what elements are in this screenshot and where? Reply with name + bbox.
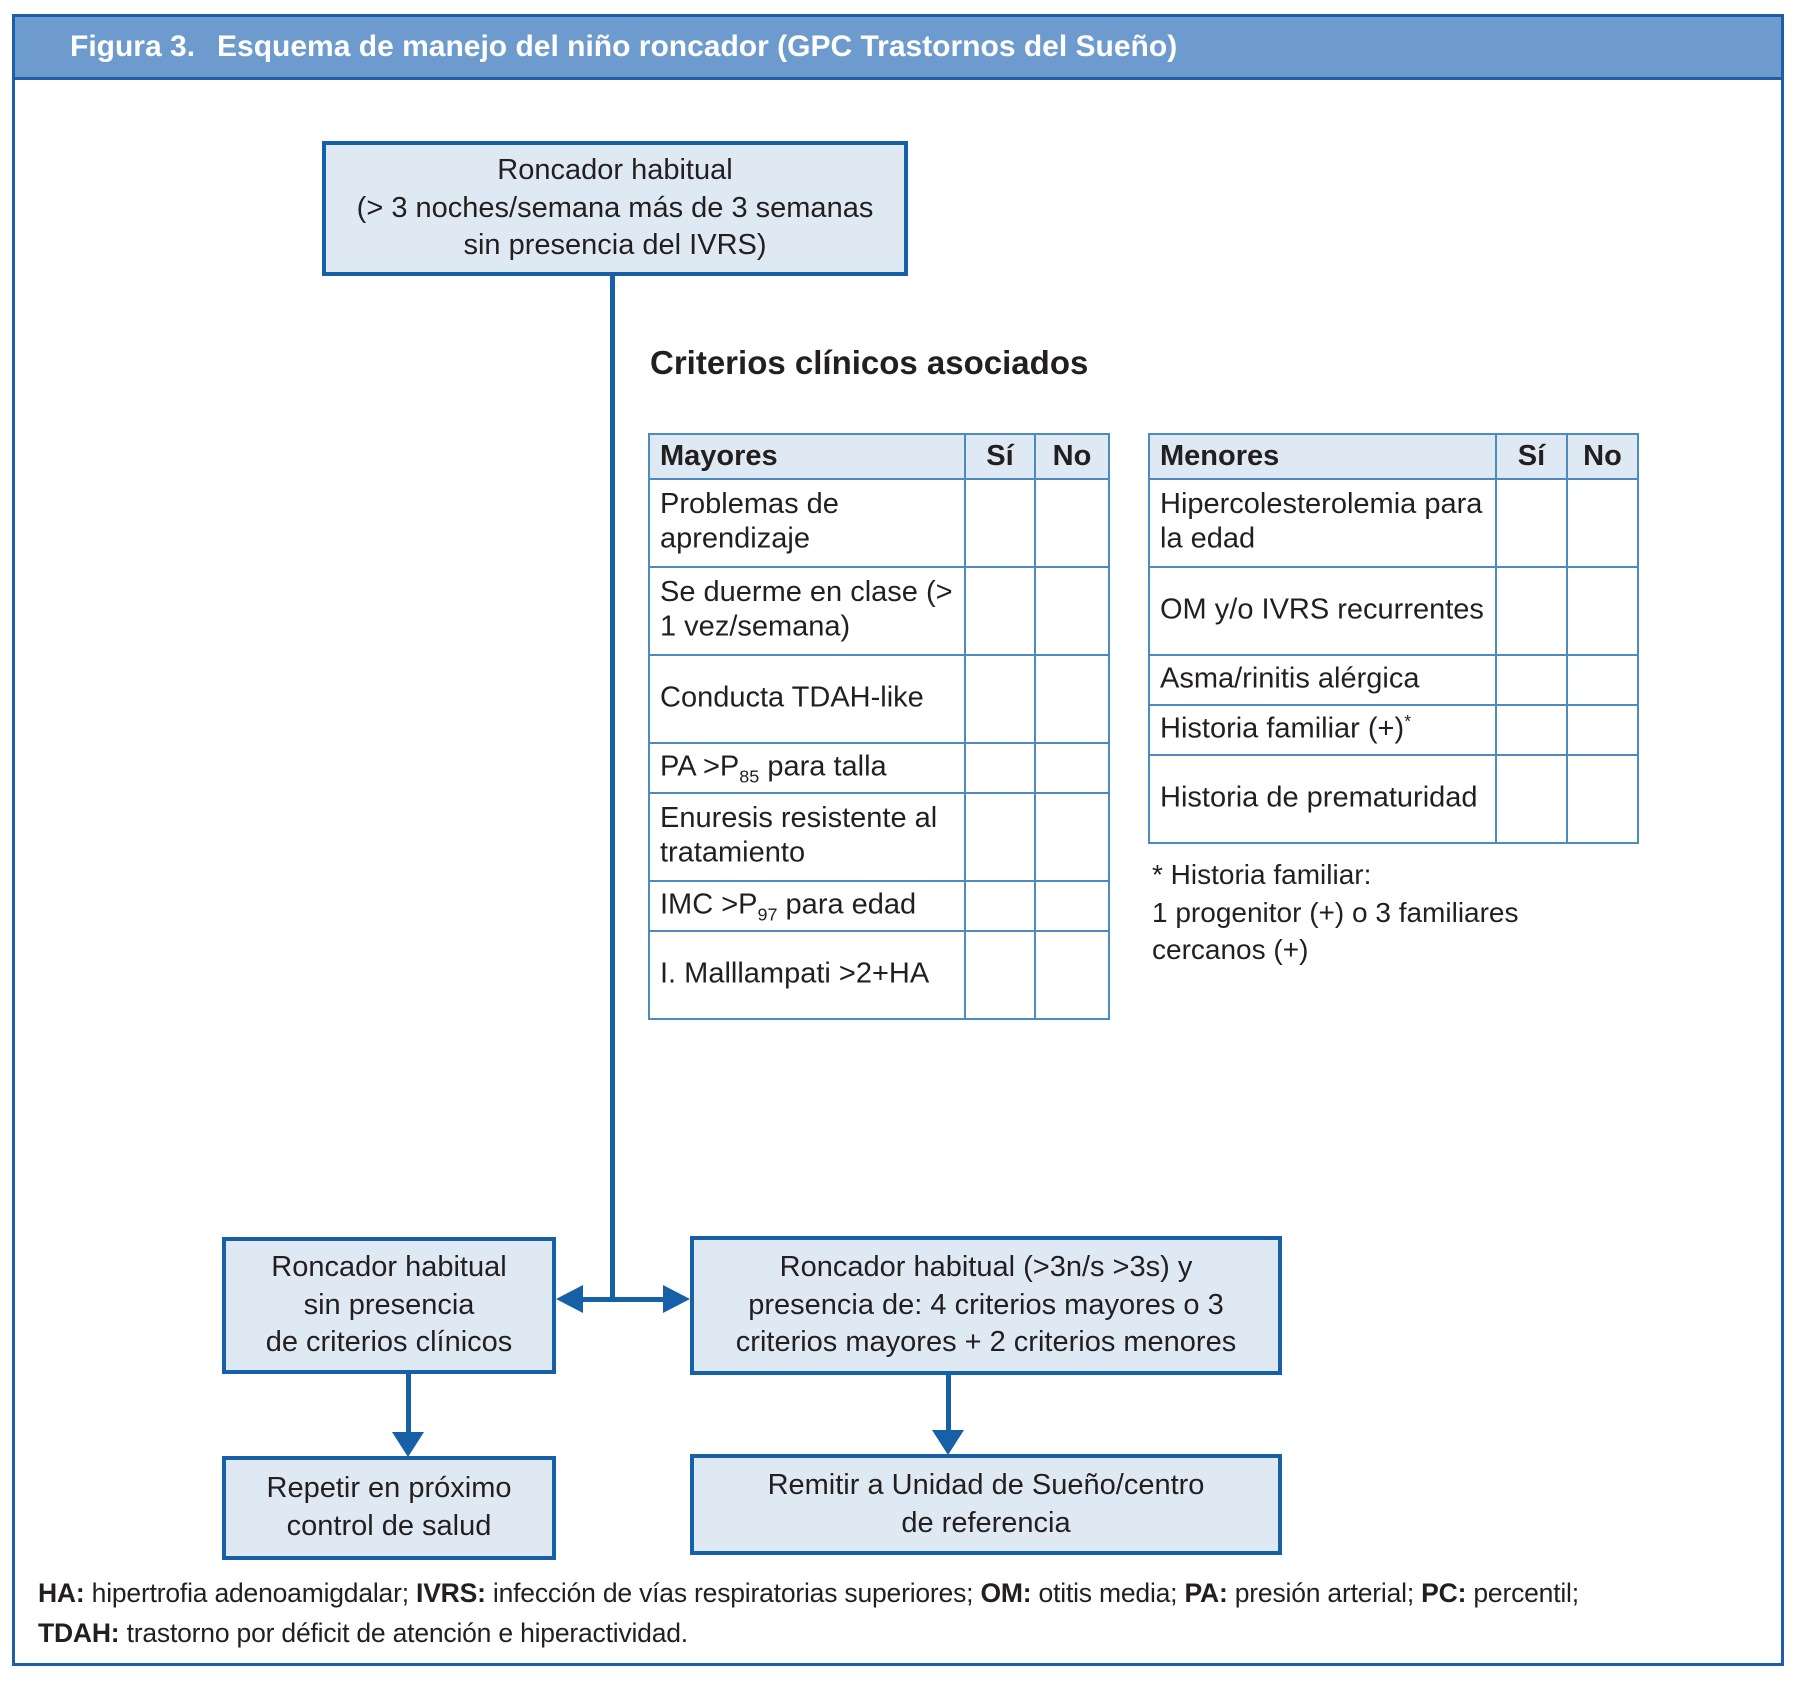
table-row (649, 567, 1109, 655)
criterion-text: Historia de prematuridad (1160, 781, 1478, 814)
criterion-subscript: 97 (757, 904, 778, 925)
no-cell (1035, 479, 1109, 567)
criterion-label (649, 931, 965, 1019)
top-box-line: (> 3 noches/semana más de 3 semanas (356, 191, 874, 224)
legend-term: PC: (1421, 1578, 1467, 1608)
criterion-text: IMC >P (660, 888, 758, 921)
arrow-left-icon (556, 1285, 583, 1313)
yes-cell (1496, 479, 1567, 567)
criterion-text: Hipercolesterolemia para la edad (1160, 487, 1483, 555)
arrow-down-icon (392, 1432, 424, 1457)
criterion-label (649, 743, 965, 793)
criterion-label (649, 655, 965, 743)
yes-cell (965, 931, 1035, 1019)
box-line: Repetir en próximo (266, 1472, 512, 1505)
yes-cell (965, 881, 1035, 931)
box-refer-sleep-unit (690, 1454, 1282, 1555)
box-line: Roncador habitual (271, 1250, 507, 1283)
table-row (649, 743, 1109, 793)
mayores-table (648, 433, 1110, 1020)
criterion-label (1149, 479, 1496, 567)
no-cell (1567, 705, 1638, 755)
box-repeat-health-control (222, 1456, 556, 1560)
legend-definition: infección de vías respiratorias superiores; (485, 1578, 981, 1608)
table-row (649, 479, 1109, 567)
criterion-superscript: * (1404, 710, 1412, 731)
no-cell (1035, 931, 1109, 1019)
box-line: control de salud (286, 1510, 492, 1542)
criterion-label (1149, 755, 1496, 843)
menores-column-header: Menores (1149, 434, 1496, 479)
legend-definition: otitis media; (1031, 1578, 1185, 1608)
no-column-header: No (1035, 434, 1109, 479)
table-row (649, 793, 1109, 881)
criterion-text: Conducta TDAH-like (660, 681, 924, 714)
criterion-text: OM y/o IVRS recurrentes (1160, 593, 1484, 626)
legend-definition: percentil; (1466, 1578, 1579, 1608)
table-row (1149, 567, 1638, 655)
legend-term: TDAH: (38, 1617, 120, 1648)
criterion-text: Asma/rinitis alérgica (1160, 662, 1420, 695)
yes-cell (1496, 655, 1567, 705)
left-down-connector-line (406, 1374, 411, 1434)
footnote-line: * Historia familiar: (1152, 859, 1372, 890)
top-box-roncador-habitual (322, 141, 908, 276)
criterion-label (1149, 705, 1496, 755)
criterion-label (649, 479, 965, 567)
criterion-text: Se duerme en clase (> 1 vez/semana) (660, 575, 953, 643)
no-cell (1567, 479, 1638, 567)
legend-definition: hipertrofia adenoamigdalar; (84, 1578, 417, 1608)
legend-term: HA: (38, 1578, 85, 1608)
legend-definition: presión arterial; (1227, 1578, 1422, 1608)
footnote-line: 1 progenitor (+) o 3 familiares (1152, 896, 1519, 928)
criterion-label (649, 881, 965, 931)
box-no-clinical-criteria (222, 1237, 556, 1374)
table-row (1149, 479, 1638, 567)
criterion-label (649, 567, 965, 655)
arrow-down-icon (932, 1430, 964, 1455)
menores-header-row (1149, 434, 1638, 479)
legend-line (38, 1614, 1770, 1654)
horizontal-connector-line (578, 1297, 668, 1302)
table-row (649, 655, 1109, 743)
no-column-header: No (1567, 434, 1638, 479)
box-line: de referencia (901, 1506, 1071, 1539)
box-with-clinical-criteria (690, 1236, 1282, 1375)
legend-term: IVRS: (416, 1578, 486, 1608)
yes-cell (965, 479, 1035, 567)
criterion-label (1149, 567, 1496, 655)
box-line: Roncador habitual (>3n/s >3s) y (779, 1250, 1193, 1283)
criterion-text: PA >P (660, 750, 740, 783)
top-box-line: Roncador habitual (497, 153, 733, 186)
table-row (1149, 705, 1638, 755)
no-cell (1567, 567, 1638, 655)
main-vertical-connector-line (610, 274, 615, 1300)
no-cell (1567, 755, 1638, 843)
criterion-subscript: 85 (739, 766, 760, 787)
box-line: Remitir a Unidad de Sueño/centro (767, 1468, 1205, 1501)
familiar-history-footnote (1152, 856, 1592, 969)
legend-term: PA: (1184, 1578, 1228, 1608)
legend-line (38, 1574, 1770, 1614)
figure-header (12, 14, 1784, 80)
no-cell (1035, 655, 1109, 743)
table-row (1149, 655, 1638, 705)
yes-column-header: Sí (965, 434, 1035, 479)
box-line: criterios mayores + 2 criterios menores (735, 1326, 1237, 1359)
criterion-text: Historia familiar (+) (1160, 712, 1405, 745)
menores-table (1148, 433, 1639, 844)
box-line: de criterios clínicos (265, 1326, 513, 1359)
yes-cell (965, 567, 1035, 655)
yes-cell (1496, 705, 1567, 755)
table-row (1149, 755, 1638, 843)
legend-term: OM: (980, 1578, 1032, 1608)
criterion-label (649, 793, 965, 881)
figure-title: Esquema de manejo del niño roncador (GPC Trastornos del Sueño) (217, 30, 1178, 63)
criterion-text: I. Malllampati >2+HA (660, 957, 930, 990)
no-cell (1035, 743, 1109, 793)
no-cell (1035, 793, 1109, 881)
criterion-text: Enuresis resistente al tratamiento (660, 801, 938, 869)
yes-cell (965, 793, 1035, 881)
figure-number: Figura 3. (70, 30, 196, 63)
top-box-line: sin presencia del IVRS) (463, 229, 767, 262)
no-cell (1567, 655, 1638, 705)
no-cell (1035, 567, 1109, 655)
criterion-text: para edad (777, 888, 917, 921)
abbreviations-legend (38, 1574, 1770, 1654)
yes-cell (965, 655, 1035, 743)
criteria-heading: Criterios clínicos asociados (650, 344, 1089, 381)
yes-cell (965, 743, 1035, 793)
arrow-right-icon (663, 1285, 690, 1313)
box-line: presencia de: 4 criterios mayores o 3 (748, 1288, 1224, 1321)
yes-cell (1496, 755, 1567, 843)
legend-definition: trastorno por déficit de atención e hiperactividad. (119, 1617, 688, 1648)
mayores-header-row (649, 434, 1109, 479)
right-down-connector-line (946, 1375, 951, 1432)
criterion-text: Problemas de aprendizaje (660, 487, 839, 555)
criterion-label (1149, 655, 1496, 705)
criterion-text: para talla (759, 750, 887, 783)
no-cell (1035, 881, 1109, 931)
box-line: sin presencia (303, 1288, 475, 1321)
mayores-column-header: Mayores (649, 434, 965, 479)
yes-column-header: Sí (1496, 434, 1567, 479)
yes-cell (1496, 567, 1567, 655)
table-row (649, 931, 1109, 1019)
footnote-line: cercanos (+) (1152, 934, 1309, 966)
table-row (649, 881, 1109, 931)
